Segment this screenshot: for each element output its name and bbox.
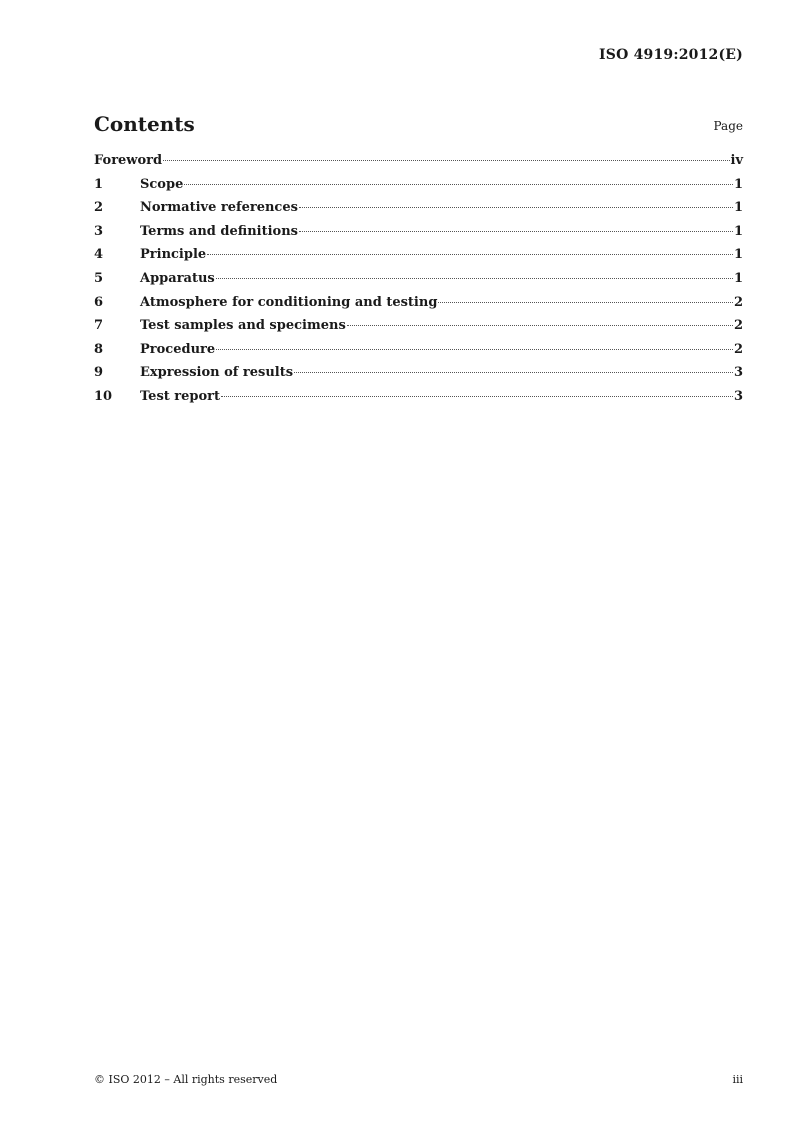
toc-leader-dots bbox=[438, 302, 733, 303]
toc-entry[interactable] bbox=[94, 342, 743, 366]
toc-entry[interactable] bbox=[94, 271, 743, 295]
toc-entry-page: 1 bbox=[733, 200, 743, 216]
toc-entry-title: Test report bbox=[140, 388, 221, 404]
table-of-contents bbox=[94, 153, 743, 413]
toc-entry-title: Expression of results bbox=[140, 365, 294, 381]
toc-entry-title: Foreword bbox=[94, 153, 163, 168]
toc-entry-title: Apparatus bbox=[140, 270, 215, 286]
toc-leader-dots bbox=[163, 160, 729, 161]
toc-leader-dots bbox=[299, 231, 733, 232]
toc-entry-number: 10 bbox=[94, 388, 113, 404]
toc-entry[interactable] bbox=[94, 200, 743, 224]
toc-leader-dots bbox=[216, 278, 733, 279]
toc-entry-page: 3 bbox=[733, 365, 743, 381]
toc-entry-page: iv bbox=[730, 153, 743, 168]
toc-entry-page: 1 bbox=[733, 247, 743, 263]
toc-entry-page: 2 bbox=[733, 294, 743, 310]
toc-entry-title: Atmosphere for conditioning and testing bbox=[140, 294, 438, 310]
toc-leader-dots bbox=[221, 396, 733, 397]
toc-entry-page: 1 bbox=[733, 270, 743, 286]
footer-copyright: © ISO 2012 – All rights reserved bbox=[94, 1073, 278, 1086]
toc-entry[interactable] bbox=[94, 365, 743, 389]
toc-entry-page: 2 bbox=[733, 341, 743, 357]
toc-entry-number: 3 bbox=[94, 223, 104, 239]
toc-entry[interactable] bbox=[94, 224, 743, 248]
toc-entry[interactable] bbox=[94, 177, 743, 201]
footer-page-number: iii bbox=[732, 1073, 743, 1086]
toc-entry-title: Normative references bbox=[140, 200, 298, 216]
toc-leader-dots bbox=[294, 372, 733, 373]
toc-entry-number: 9 bbox=[94, 365, 104, 381]
toc-entry-number: 8 bbox=[94, 341, 104, 357]
toc-entry-page: 1 bbox=[733, 223, 743, 239]
toc-entry-number: 1 bbox=[94, 176, 104, 192]
toc-entry[interactable] bbox=[94, 389, 743, 413]
document-id: ISO 4919:2012(E) bbox=[599, 47, 743, 63]
toc-entry[interactable] bbox=[94, 247, 743, 271]
toc-entry[interactable] bbox=[94, 295, 743, 319]
toc-leader-dots bbox=[216, 349, 733, 350]
toc-leader-dots bbox=[184, 184, 733, 185]
toc-leader-dots bbox=[299, 207, 733, 208]
toc-entry-page: 3 bbox=[733, 388, 743, 404]
toc-leader-dots bbox=[207, 254, 733, 255]
page-column-label: Page bbox=[713, 119, 743, 133]
toc-entry-number: 6 bbox=[94, 294, 104, 310]
toc-entry[interactable] bbox=[94, 318, 743, 342]
toc-entry-number: 4 bbox=[94, 247, 104, 263]
toc-entry-number: 2 bbox=[94, 200, 104, 216]
toc-entry-page: 1 bbox=[733, 176, 743, 192]
toc-entry-page: 2 bbox=[733, 318, 743, 334]
toc-entry-title: Test samples and specimens bbox=[140, 318, 346, 334]
toc-entry-foreword[interactable] bbox=[94, 153, 743, 177]
toc-entry-title: Scope bbox=[140, 176, 184, 192]
contents-heading: Contents bbox=[94, 112, 195, 136]
toc-entry-title: Principle bbox=[140, 247, 207, 263]
toc-entry-title: Terms and definitions bbox=[140, 223, 298, 239]
toc-entry-number: 7 bbox=[94, 318, 104, 334]
toc-entry-number: 5 bbox=[94, 270, 104, 286]
toc-entry-title: Procedure bbox=[140, 341, 216, 357]
toc-leader-dots bbox=[347, 325, 733, 326]
